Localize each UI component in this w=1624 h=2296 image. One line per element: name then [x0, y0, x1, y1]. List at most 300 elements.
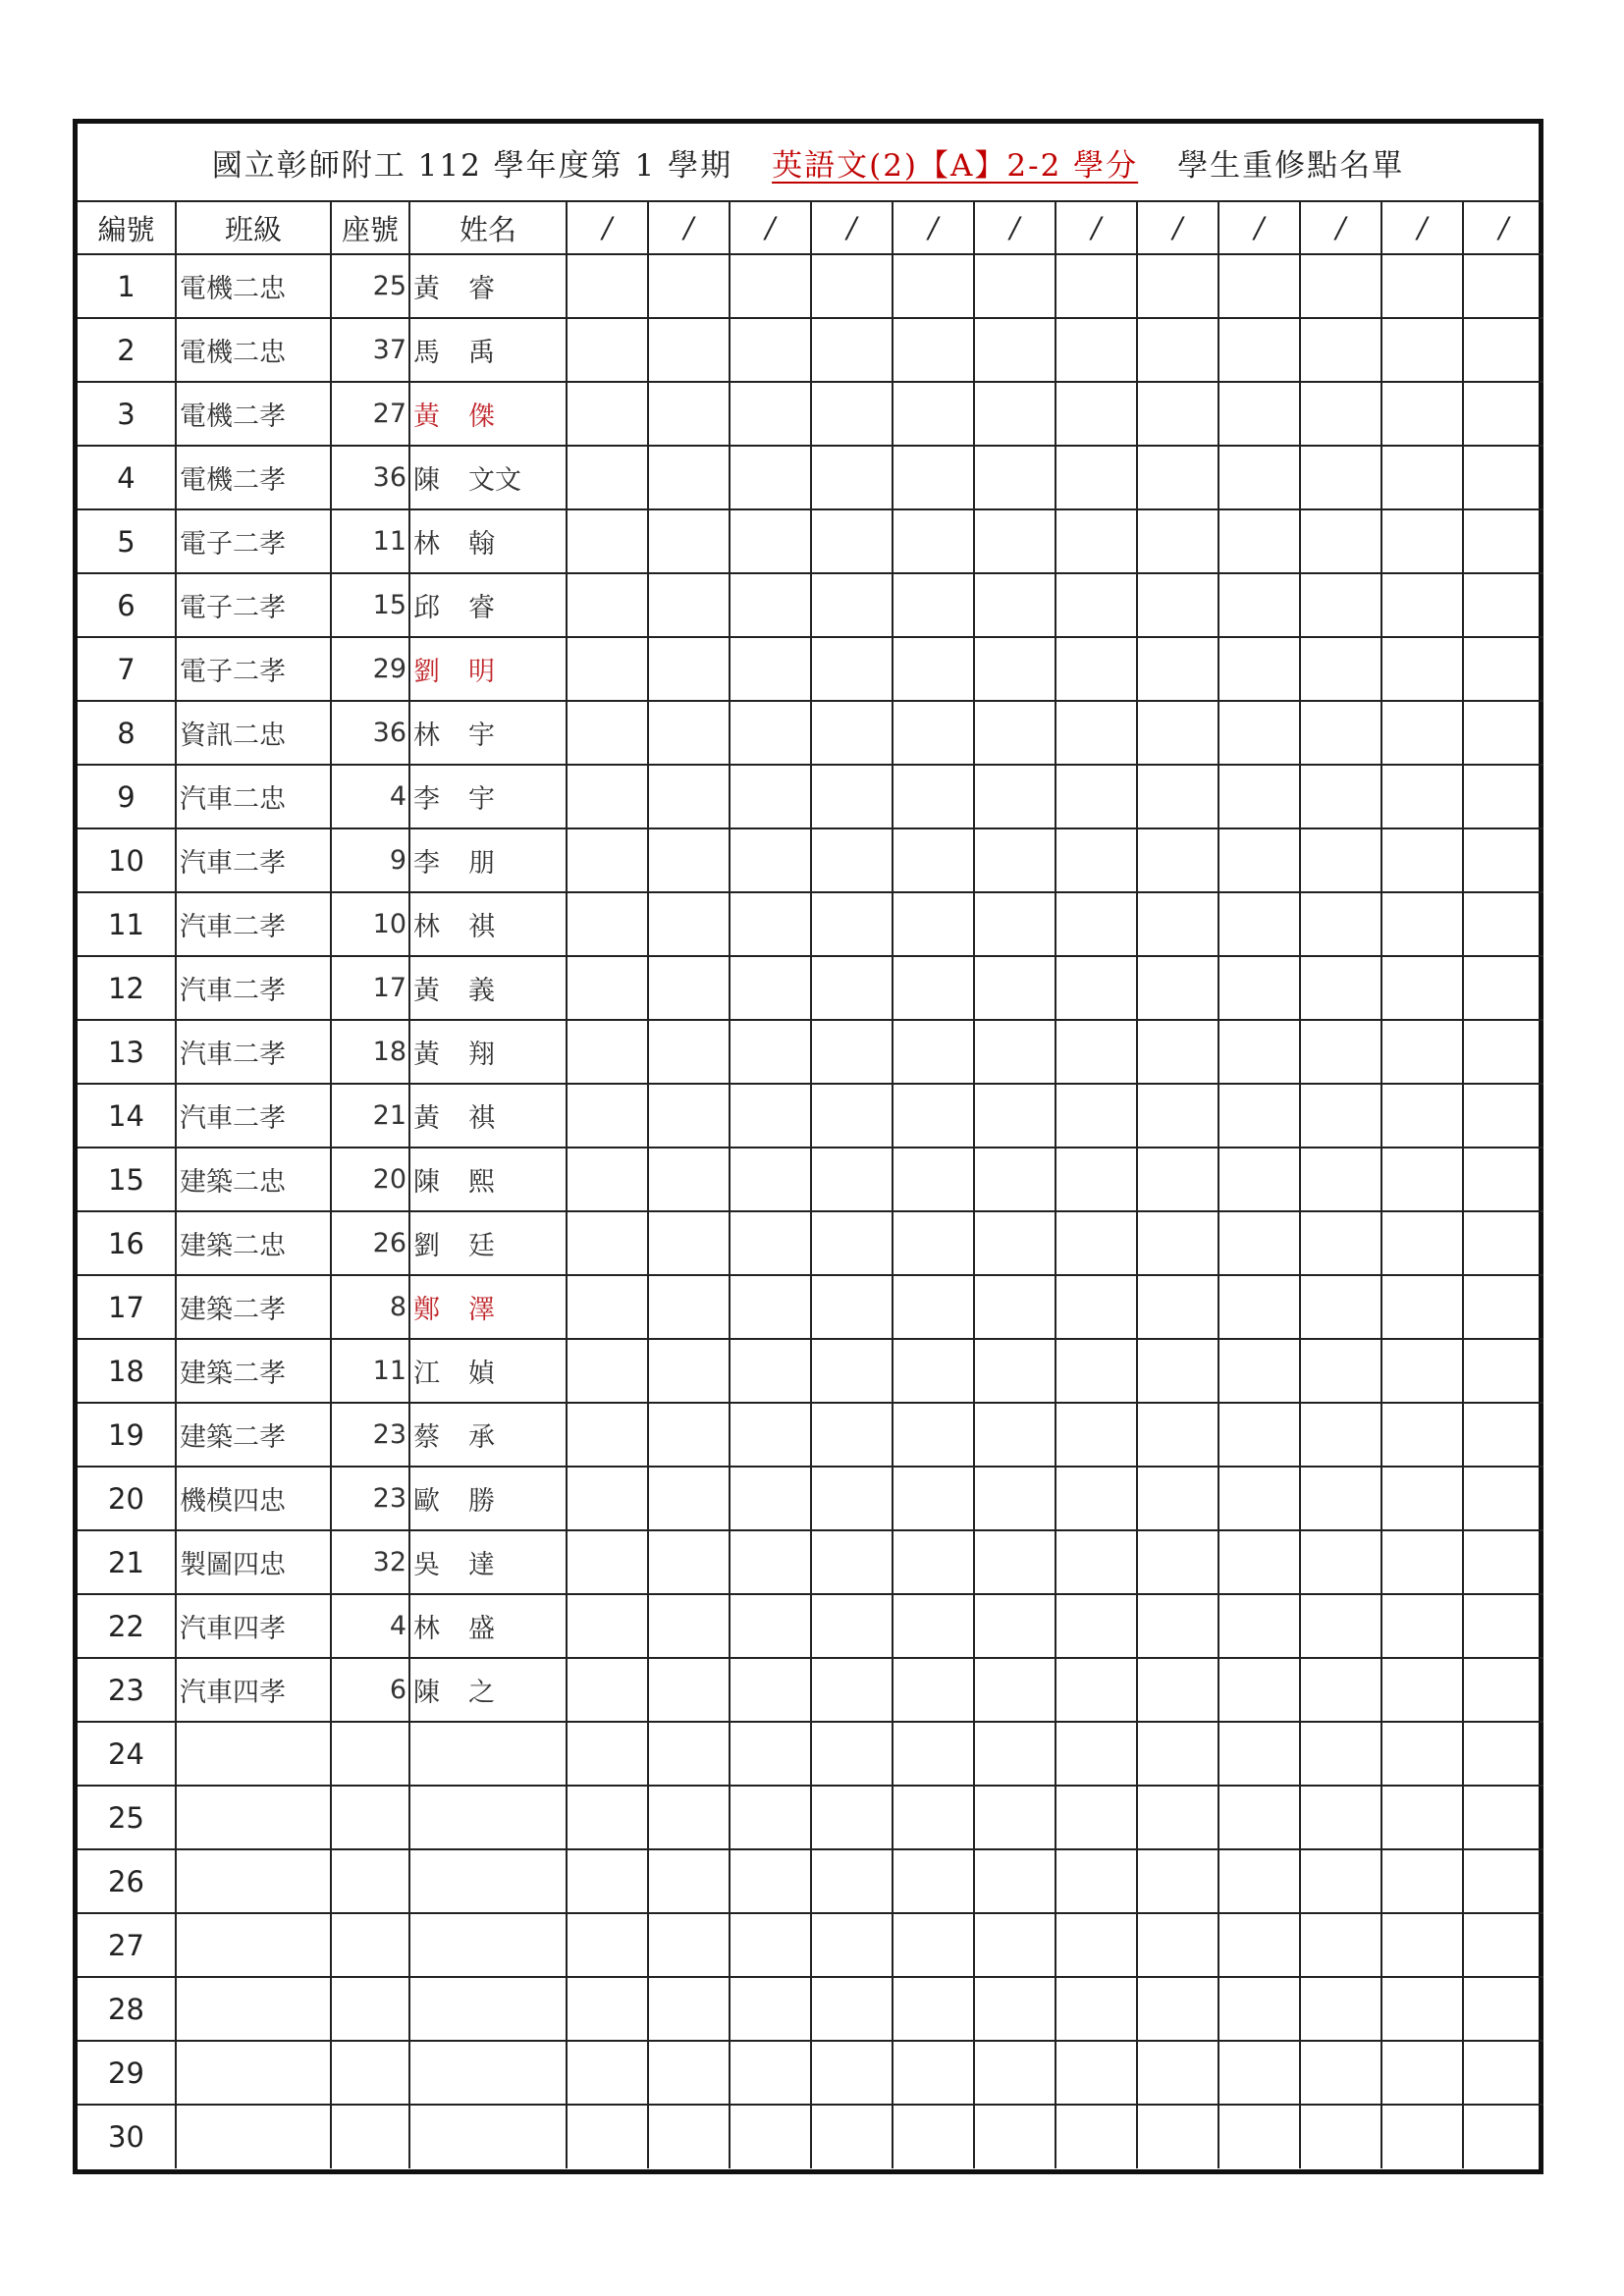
attendance-cell[interactable]	[1218, 318, 1300, 382]
attendance-cell[interactable]	[730, 1020, 811, 1084]
attendance-cell[interactable]	[893, 573, 974, 637]
attendance-cell[interactable]	[1381, 1658, 1463, 1722]
attendance-cell[interactable]	[567, 956, 648, 1020]
attendance-cell[interactable]	[1218, 2105, 1300, 2168]
attendance-cell[interactable]	[1300, 828, 1381, 892]
attendance-cell[interactable]	[974, 1849, 1056, 1913]
attendance-cell[interactable]	[1137, 1211, 1218, 1275]
attendance-cell[interactable]	[811, 509, 893, 573]
attendance-cell[interactable]	[1218, 1211, 1300, 1275]
attendance-cell[interactable]	[974, 1913, 1056, 1977]
attendance-cell[interactable]	[1463, 701, 1543, 765]
attendance-cell[interactable]	[730, 892, 811, 956]
attendance-cell[interactable]	[974, 765, 1056, 828]
attendance-cell[interactable]	[974, 2041, 1056, 2105]
attendance-cell[interactable]	[1218, 1403, 1300, 1467]
attendance-cell[interactable]	[1056, 318, 1137, 382]
attendance-cell[interactable]	[648, 1339, 730, 1403]
attendance-cell[interactable]	[811, 1786, 893, 1849]
attendance-cell[interactable]	[1300, 1148, 1381, 1211]
attendance-cell[interactable]	[1137, 1977, 1218, 2041]
attendance-cell[interactable]	[1218, 1786, 1300, 1849]
attendance-cell[interactable]	[1137, 1339, 1218, 1403]
attendance-cell[interactable]	[648, 1403, 730, 1467]
attendance-cell[interactable]	[730, 1849, 811, 1913]
attendance-cell[interactable]	[730, 1658, 811, 1722]
attendance-cell[interactable]	[648, 1913, 730, 1977]
attendance-cell[interactable]	[811, 1722, 893, 1786]
attendance-cell[interactable]	[893, 1467, 974, 1530]
attendance-cell[interactable]	[730, 509, 811, 573]
attendance-cell[interactable]	[648, 1530, 730, 1594]
attendance-cell[interactable]	[1463, 1594, 1543, 1658]
attendance-cell[interactable]	[1300, 1594, 1381, 1658]
attendance-cell[interactable]	[811, 1084, 893, 1148]
attendance-cell[interactable]	[893, 1913, 974, 1977]
attendance-cell[interactable]	[648, 1148, 730, 1211]
attendance-cell[interactable]	[567, 1530, 648, 1594]
attendance-cell[interactable]	[730, 765, 811, 828]
attendance-cell[interactable]	[1218, 1275, 1300, 1339]
attendance-cell[interactable]	[567, 1658, 648, 1722]
attendance-cell[interactable]	[730, 1913, 811, 1977]
attendance-cell[interactable]	[811, 956, 893, 1020]
attendance-cell[interactable]	[811, 1594, 893, 1658]
attendance-cell[interactable]	[1300, 1658, 1381, 1722]
attendance-cell[interactable]	[974, 828, 1056, 892]
attendance-cell[interactable]	[730, 2105, 811, 2168]
attendance-cell[interactable]	[1381, 1530, 1463, 1594]
attendance-cell[interactable]	[567, 1339, 648, 1403]
attendance-cell[interactable]	[811, 573, 893, 637]
attendance-cell[interactable]	[1218, 765, 1300, 828]
attendance-cell[interactable]	[1463, 1530, 1543, 1594]
attendance-cell[interactable]	[1463, 1722, 1543, 1786]
attendance-cell[interactable]	[1218, 573, 1300, 637]
attendance-cell[interactable]	[1463, 1977, 1543, 2041]
attendance-cell[interactable]	[893, 1275, 974, 1339]
attendance-cell[interactable]	[567, 1977, 648, 2041]
attendance-cell[interactable]	[893, 1977, 974, 2041]
attendance-cell[interactable]	[730, 828, 811, 892]
attendance-cell[interactable]	[893, 828, 974, 892]
attendance-cell[interactable]	[567, 1084, 648, 1148]
attendance-cell[interactable]	[1056, 1913, 1137, 1977]
attendance-cell[interactable]	[1137, 1403, 1218, 1467]
attendance-cell[interactable]	[567, 765, 648, 828]
attendance-cell[interactable]	[811, 2105, 893, 2168]
attendance-cell[interactable]	[1381, 446, 1463, 509]
attendance-cell[interactable]	[974, 446, 1056, 509]
attendance-cell[interactable]	[648, 509, 730, 573]
attendance-cell[interactable]	[974, 382, 1056, 446]
attendance-cell[interactable]	[811, 765, 893, 828]
attendance-cell[interactable]	[648, 254, 730, 318]
attendance-cell[interactable]	[974, 573, 1056, 637]
attendance-cell[interactable]	[1463, 956, 1543, 1020]
attendance-cell[interactable]	[893, 892, 974, 956]
attendance-cell[interactable]	[1218, 1467, 1300, 1530]
attendance-cell[interactable]	[1056, 2041, 1137, 2105]
attendance-cell[interactable]	[1056, 1594, 1137, 1658]
attendance-cell[interactable]	[1463, 1467, 1543, 1530]
attendance-cell[interactable]	[811, 2041, 893, 2105]
attendance-cell[interactable]	[1137, 318, 1218, 382]
attendance-cell[interactable]	[648, 1786, 730, 1849]
attendance-cell[interactable]	[648, 765, 730, 828]
attendance-cell[interactable]	[893, 701, 974, 765]
attendance-cell[interactable]	[1381, 1275, 1463, 1339]
attendance-cell[interactable]	[1137, 1275, 1218, 1339]
attendance-cell[interactable]	[1137, 1020, 1218, 1084]
attendance-cell[interactable]	[1137, 765, 1218, 828]
attendance-cell[interactable]	[811, 637, 893, 701]
attendance-cell[interactable]	[1218, 1658, 1300, 1722]
attendance-cell[interactable]	[1218, 2041, 1300, 2105]
attendance-cell[interactable]	[893, 1849, 974, 1913]
attendance-cell[interactable]	[1381, 1722, 1463, 1786]
attendance-cell[interactable]	[1218, 254, 1300, 318]
attendance-cell[interactable]	[1056, 1275, 1137, 1339]
attendance-cell[interactable]	[1218, 382, 1300, 446]
attendance-cell[interactable]	[1056, 1020, 1137, 1084]
attendance-cell[interactable]	[1381, 956, 1463, 1020]
attendance-cell[interactable]	[730, 382, 811, 446]
attendance-cell[interactable]	[1056, 1722, 1137, 1786]
attendance-cell[interactable]	[648, 1849, 730, 1913]
attendance-cell[interactable]	[1300, 1913, 1381, 1977]
attendance-cell[interactable]	[1463, 1786, 1543, 1849]
attendance-cell[interactable]	[567, 1275, 648, 1339]
attendance-cell[interactable]	[1463, 446, 1543, 509]
attendance-cell[interactable]	[811, 828, 893, 892]
attendance-cell[interactable]	[1381, 1977, 1463, 2041]
attendance-cell[interactable]	[1300, 1722, 1381, 1786]
attendance-cell[interactable]	[1463, 254, 1543, 318]
attendance-cell[interactable]	[893, 765, 974, 828]
attendance-cell[interactable]	[1300, 573, 1381, 637]
attendance-cell[interactable]	[1300, 2105, 1381, 2168]
attendance-cell[interactable]	[1463, 892, 1543, 956]
attendance-cell[interactable]	[1137, 573, 1218, 637]
attendance-cell[interactable]	[1218, 892, 1300, 956]
attendance-cell[interactable]	[730, 1211, 811, 1275]
attendance-cell[interactable]	[1463, 1658, 1543, 1722]
attendance-cell[interactable]	[648, 1722, 730, 1786]
attendance-cell[interactable]	[1137, 1658, 1218, 1722]
attendance-cell[interactable]	[811, 254, 893, 318]
attendance-cell[interactable]	[1218, 1849, 1300, 1913]
attendance-cell[interactable]	[1300, 446, 1381, 509]
attendance-cell[interactable]	[1137, 1530, 1218, 1594]
attendance-cell[interactable]	[1300, 1339, 1381, 1403]
attendance-cell[interactable]	[1463, 1148, 1543, 1211]
attendance-cell[interactable]	[1137, 1148, 1218, 1211]
attendance-cell[interactable]	[893, 318, 974, 382]
attendance-cell[interactable]	[567, 1913, 648, 1977]
attendance-cell[interactable]	[893, 1722, 974, 1786]
attendance-cell[interactable]	[1300, 1849, 1381, 1913]
attendance-cell[interactable]	[648, 382, 730, 446]
attendance-cell[interactable]	[893, 254, 974, 318]
attendance-cell[interactable]	[1381, 509, 1463, 573]
attendance-cell[interactable]	[1300, 765, 1381, 828]
attendance-cell[interactable]	[567, 2041, 648, 2105]
attendance-cell[interactable]	[730, 318, 811, 382]
attendance-cell[interactable]	[648, 1594, 730, 1658]
attendance-cell[interactable]	[730, 1403, 811, 1467]
attendance-cell[interactable]	[730, 2041, 811, 2105]
attendance-cell[interactable]	[1381, 828, 1463, 892]
attendance-cell[interactable]	[1056, 446, 1137, 509]
attendance-cell[interactable]	[1381, 573, 1463, 637]
attendance-cell[interactable]	[974, 1211, 1056, 1275]
attendance-cell[interactable]	[648, 956, 730, 1020]
attendance-cell[interactable]	[1463, 1339, 1543, 1403]
attendance-cell[interactable]	[893, 1148, 974, 1211]
attendance-cell[interactable]	[1463, 1020, 1543, 1084]
attendance-cell[interactable]	[1381, 1020, 1463, 1084]
attendance-cell[interactable]	[1218, 1148, 1300, 1211]
attendance-cell[interactable]	[811, 1020, 893, 1084]
attendance-cell[interactable]	[1056, 828, 1137, 892]
attendance-cell[interactable]	[730, 637, 811, 701]
attendance-cell[interactable]	[1218, 1977, 1300, 2041]
attendance-cell[interactable]	[648, 1467, 730, 1530]
attendance-cell[interactable]	[1300, 2041, 1381, 2105]
attendance-cell[interactable]	[974, 318, 1056, 382]
attendance-cell[interactable]	[1056, 956, 1137, 1020]
attendance-cell[interactable]	[730, 1594, 811, 1658]
attendance-cell[interactable]	[648, 1020, 730, 1084]
attendance-cell[interactable]	[1056, 765, 1137, 828]
attendance-cell[interactable]	[974, 892, 1056, 956]
attendance-cell[interactable]	[648, 1658, 730, 1722]
attendance-cell[interactable]	[893, 2105, 974, 2168]
attendance-cell[interactable]	[567, 509, 648, 573]
attendance-cell[interactable]	[730, 1467, 811, 1530]
attendance-cell[interactable]	[974, 1339, 1056, 1403]
attendance-cell[interactable]	[1137, 1467, 1218, 1530]
attendance-cell[interactable]	[811, 1849, 893, 1913]
attendance-cell[interactable]	[974, 1467, 1056, 1530]
attendance-cell[interactable]	[893, 1084, 974, 1148]
attendance-cell[interactable]	[1381, 2105, 1463, 2168]
attendance-cell[interactable]	[1137, 254, 1218, 318]
attendance-cell[interactable]	[974, 1148, 1056, 1211]
attendance-cell[interactable]	[1218, 509, 1300, 573]
attendance-cell[interactable]	[974, 1722, 1056, 1786]
attendance-cell[interactable]	[1463, 1849, 1543, 1913]
attendance-cell[interactable]	[1300, 509, 1381, 573]
attendance-cell[interactable]	[1137, 828, 1218, 892]
attendance-cell[interactable]	[648, 573, 730, 637]
attendance-cell[interactable]	[1300, 956, 1381, 1020]
attendance-cell[interactable]	[1056, 1211, 1137, 1275]
attendance-cell[interactable]	[1463, 1275, 1543, 1339]
attendance-cell[interactable]	[567, 254, 648, 318]
attendance-cell[interactable]	[1463, 828, 1543, 892]
attendance-cell[interactable]	[1381, 254, 1463, 318]
attendance-cell[interactable]	[730, 1084, 811, 1148]
attendance-cell[interactable]	[1300, 382, 1381, 446]
attendance-cell[interactable]	[1381, 1594, 1463, 1658]
attendance-cell[interactable]	[730, 1530, 811, 1594]
attendance-cell[interactable]	[1137, 2105, 1218, 2168]
attendance-cell[interactable]	[974, 1020, 1056, 1084]
attendance-cell[interactable]	[974, 1275, 1056, 1339]
attendance-cell[interactable]	[1056, 1084, 1137, 1148]
attendance-cell[interactable]	[567, 892, 648, 956]
attendance-cell[interactable]	[1056, 892, 1137, 956]
attendance-cell[interactable]	[1300, 637, 1381, 701]
attendance-cell[interactable]	[1381, 1467, 1463, 1530]
attendance-cell[interactable]	[811, 382, 893, 446]
attendance-cell[interactable]	[567, 573, 648, 637]
attendance-cell[interactable]	[1381, 1339, 1463, 1403]
attendance-cell[interactable]	[811, 1913, 893, 1977]
attendance-cell[interactable]	[1056, 509, 1137, 573]
attendance-cell[interactable]	[893, 1530, 974, 1594]
attendance-cell[interactable]	[648, 1211, 730, 1275]
attendance-cell[interactable]	[1381, 382, 1463, 446]
attendance-cell[interactable]	[648, 446, 730, 509]
attendance-cell[interactable]	[1463, 2105, 1543, 2168]
attendance-cell[interactable]	[730, 254, 811, 318]
attendance-cell[interactable]	[811, 1977, 893, 2041]
attendance-cell[interactable]	[1056, 1977, 1137, 2041]
attendance-cell[interactable]	[1300, 1530, 1381, 1594]
attendance-cell[interactable]	[567, 637, 648, 701]
attendance-cell[interactable]	[811, 1339, 893, 1403]
attendance-cell[interactable]	[1056, 382, 1137, 446]
attendance-cell[interactable]	[1463, 2041, 1543, 2105]
attendance-cell[interactable]	[1056, 1467, 1137, 1530]
attendance-cell[interactable]	[567, 1594, 648, 1658]
attendance-cell[interactable]	[1137, 382, 1218, 446]
attendance-cell[interactable]	[1056, 2105, 1137, 2168]
attendance-cell[interactable]	[1463, 1211, 1543, 1275]
attendance-cell[interactable]	[974, 956, 1056, 1020]
attendance-cell[interactable]	[1300, 1020, 1381, 1084]
attendance-cell[interactable]	[974, 1977, 1056, 2041]
attendance-cell[interactable]	[1218, 828, 1300, 892]
attendance-cell[interactable]	[1218, 446, 1300, 509]
attendance-cell[interactable]	[1218, 1339, 1300, 1403]
attendance-cell[interactable]	[567, 1148, 648, 1211]
attendance-cell[interactable]	[648, 1084, 730, 1148]
attendance-cell[interactable]	[893, 1211, 974, 1275]
attendance-cell[interactable]	[567, 1849, 648, 1913]
attendance-cell[interactable]	[1463, 765, 1543, 828]
attendance-cell[interactable]	[648, 892, 730, 956]
attendance-cell[interactable]	[1137, 701, 1218, 765]
attendance-cell[interactable]	[648, 701, 730, 765]
attendance-cell[interactable]	[1218, 637, 1300, 701]
attendance-cell[interactable]	[1218, 1913, 1300, 1977]
attendance-cell[interactable]	[567, 2105, 648, 2168]
attendance-cell[interactable]	[1218, 701, 1300, 765]
attendance-cell[interactable]	[1137, 1722, 1218, 1786]
attendance-cell[interactable]	[1381, 318, 1463, 382]
attendance-cell[interactable]	[567, 828, 648, 892]
attendance-cell[interactable]	[1381, 892, 1463, 956]
attendance-cell[interactable]	[974, 1786, 1056, 1849]
attendance-cell[interactable]	[811, 701, 893, 765]
attendance-cell[interactable]	[893, 1403, 974, 1467]
attendance-cell[interactable]	[567, 1020, 648, 1084]
attendance-cell[interactable]	[1056, 1148, 1137, 1211]
attendance-cell[interactable]	[1463, 573, 1543, 637]
attendance-cell[interactable]	[893, 1339, 974, 1403]
attendance-cell[interactable]	[1381, 637, 1463, 701]
attendance-cell[interactable]	[893, 1658, 974, 1722]
attendance-cell[interactable]	[1056, 1658, 1137, 1722]
attendance-cell[interactable]	[730, 1786, 811, 1849]
attendance-cell[interactable]	[1137, 2041, 1218, 2105]
attendance-cell[interactable]	[1218, 1084, 1300, 1148]
attendance-cell[interactable]	[1300, 1275, 1381, 1339]
attendance-cell[interactable]	[1381, 765, 1463, 828]
attendance-cell[interactable]	[1463, 509, 1543, 573]
attendance-cell[interactable]	[1300, 701, 1381, 765]
attendance-cell[interactable]	[730, 1148, 811, 1211]
attendance-cell[interactable]	[1381, 2041, 1463, 2105]
attendance-cell[interactable]	[1300, 1786, 1381, 1849]
attendance-cell[interactable]	[893, 1020, 974, 1084]
attendance-cell[interactable]	[974, 1530, 1056, 1594]
attendance-cell[interactable]	[1056, 1849, 1137, 1913]
attendance-cell[interactable]	[974, 509, 1056, 573]
attendance-cell[interactable]	[1137, 1594, 1218, 1658]
attendance-cell[interactable]	[648, 2105, 730, 2168]
attendance-cell[interactable]	[1463, 382, 1543, 446]
attendance-cell[interactable]	[974, 637, 1056, 701]
attendance-cell[interactable]	[1381, 1403, 1463, 1467]
attendance-cell[interactable]	[811, 1275, 893, 1339]
attendance-cell[interactable]	[1300, 1084, 1381, 1148]
attendance-cell[interactable]	[1218, 1722, 1300, 1786]
attendance-cell[interactable]	[1056, 1530, 1137, 1594]
attendance-cell[interactable]	[648, 828, 730, 892]
attendance-cell[interactable]	[1381, 1211, 1463, 1275]
attendance-cell[interactable]	[893, 956, 974, 1020]
attendance-cell[interactable]	[567, 701, 648, 765]
attendance-cell[interactable]	[1137, 1849, 1218, 1913]
attendance-cell[interactable]	[567, 1786, 648, 1849]
attendance-cell[interactable]	[893, 446, 974, 509]
attendance-cell[interactable]	[730, 1275, 811, 1339]
attendance-cell[interactable]	[974, 254, 1056, 318]
attendance-cell[interactable]	[1381, 1786, 1463, 1849]
attendance-cell[interactable]	[1381, 1849, 1463, 1913]
attendance-cell[interactable]	[1218, 956, 1300, 1020]
attendance-cell[interactable]	[893, 1786, 974, 1849]
attendance-cell[interactable]	[1300, 892, 1381, 956]
attendance-cell[interactable]	[1056, 701, 1137, 765]
attendance-cell[interactable]	[1056, 1339, 1137, 1403]
attendance-cell[interactable]	[1137, 446, 1218, 509]
attendance-cell[interactable]	[567, 382, 648, 446]
attendance-cell[interactable]	[1463, 318, 1543, 382]
attendance-cell[interactable]	[1381, 701, 1463, 765]
attendance-cell[interactable]	[730, 1339, 811, 1403]
attendance-cell[interactable]	[567, 1211, 648, 1275]
attendance-cell[interactable]	[974, 1594, 1056, 1658]
attendance-cell[interactable]	[811, 1658, 893, 1722]
attendance-cell[interactable]	[1463, 1403, 1543, 1467]
attendance-cell[interactable]	[974, 701, 1056, 765]
